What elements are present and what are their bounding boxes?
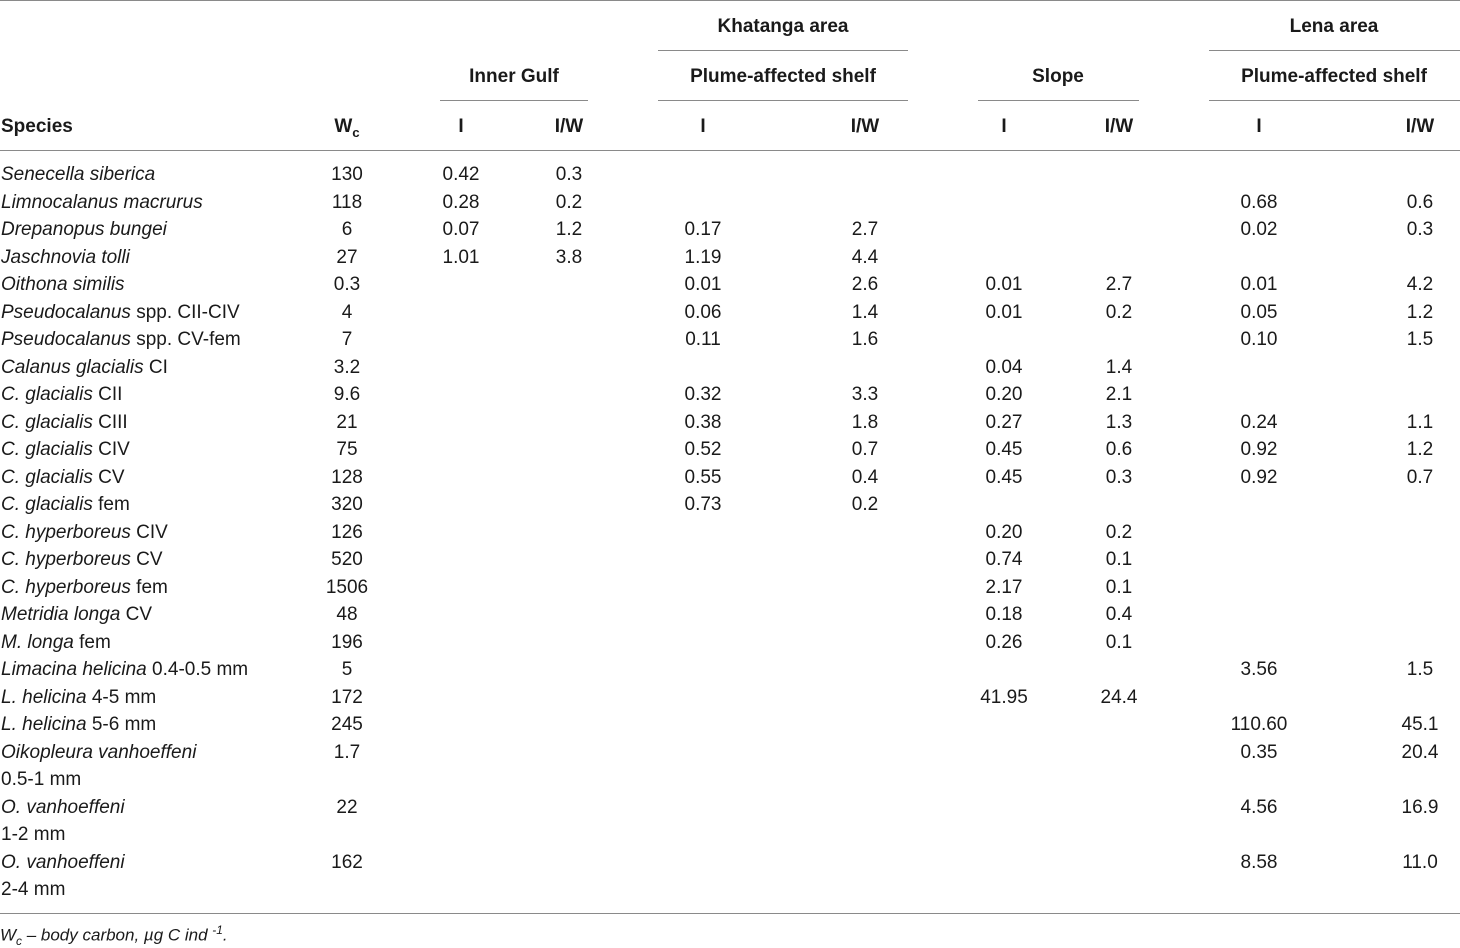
lena-underline: [1209, 50, 1460, 51]
cell-pl-i: 0.35: [1240, 741, 1278, 763]
cell-pl-iw: 1.1: [1406, 411, 1434, 433]
species-cell: Oithona similis: [1, 274, 125, 295]
cell-pk-i: 0.11: [685, 329, 721, 350]
species-cell: C. glacialis fem: [1, 494, 130, 515]
khatanga-underline: [658, 50, 908, 51]
cell-pl-iw: 45.1: [1401, 714, 1439, 735]
plume-khatanga-underline: [658, 100, 908, 101]
species-cell: Pseudocalanus spp. CV-fem: [1, 329, 241, 350]
cell-pl-iw: 4.2: [1406, 274, 1434, 295]
header-wc: $W_c$: [334, 116, 360, 140]
cell-sl-i: 0.45: [985, 466, 1023, 488]
cell-wc: 48: [336, 604, 358, 625]
cell-sl-i: 0.04: [985, 356, 1023, 378]
species-cell: C. hyperboreus fem: [1, 576, 168, 598]
header-slope: Slope: [1032, 66, 1084, 87]
cell-pk-i: 0.73: [684, 494, 722, 515]
cell-pk-i: 0.01: [684, 274, 722, 295]
cell-pk-iw: 2.7: [851, 219, 879, 240]
cell-pl-iw: 0.7: [1406, 466, 1434, 488]
cell-pl-iw: 1.5: [1406, 329, 1434, 350]
cell-pl-iw: 11.0: [1402, 851, 1438, 873]
cell-pl-iw: 0.6: [1406, 191, 1434, 213]
species-cell: O. vanhoeffeni: [1, 851, 125, 873]
cell-ig-iw: 1.2: [555, 219, 583, 240]
cell-ig-iw: 0.3: [555, 164, 583, 185]
table-bottom-rule: [0, 913, 1460, 914]
species-cell: C. glacialis CV: [1, 466, 125, 488]
species-cell: Calanus glacialis CI: [1, 356, 168, 378]
cell-sl-i: 2.17: [985, 576, 1023, 598]
cell-pl-i: 4.56: [1240, 796, 1278, 818]
cell-pl-i: 0.01: [1240, 274, 1278, 295]
cell-pl-i: 0.92: [1240, 466, 1278, 488]
cell-pl-i: 0.24: [1240, 411, 1278, 433]
cell-pl-iw: 0.3: [1406, 219, 1434, 240]
cell-wc: 320: [331, 494, 363, 515]
cell-wc: 6: [341, 219, 353, 240]
species-cell: Senecella siberica: [1, 164, 156, 185]
cell-ig-i: 0.07: [442, 219, 480, 240]
species-cell: C. glacialis CIV: [1, 439, 130, 460]
header-ig-iw: I/W: [554, 116, 584, 137]
cell-wc: 75: [336, 439, 358, 460]
cell-wc: 1506: [325, 576, 369, 598]
cell-pk-i: 0.17: [684, 219, 722, 240]
cell-pl-i: 0.68: [1240, 191, 1278, 213]
cell-pl-iw: 1.2: [1406, 439, 1434, 460]
inner-gulf-underline: [440, 100, 588, 101]
species-cell: L. helicina 5-6 mm: [1, 714, 157, 735]
cell-wc: 7: [341, 329, 353, 350]
cell-sl-iw: 0.1: [1105, 576, 1133, 598]
cell-sl-iw: 1.4: [1105, 356, 1133, 378]
species-cell: Drepanopus bungei: [1, 219, 167, 240]
cell-sl-iw: 0.1: [1105, 549, 1133, 570]
cell-sl-iw: 2.1: [1105, 384, 1133, 405]
cell-ig-i: 1.01: [442, 246, 480, 268]
header-khatanga-area: Khatanga area: [717, 16, 849, 37]
cell-sl-i: 0.74: [985, 549, 1023, 570]
cell-pk-i: 0.55: [684, 466, 722, 488]
header-sl-iw: I/W: [1104, 116, 1134, 137]
cell-pk-iw: 1.6: [851, 329, 879, 350]
species-cell: 0.5-1 mm: [1, 769, 82, 790]
cell-wc: 130: [331, 164, 363, 185]
cell-wc: 5: [341, 659, 353, 680]
cell-wc: 1.7: [333, 741, 361, 763]
species-cell: C. glacialis CII: [1, 384, 123, 405]
cell-sl-i: 41.95: [980, 686, 1028, 708]
table-top-rule: [0, 0, 1460, 1]
cell-ig-iw: 0.2: [555, 191, 583, 213]
header-plume-lena: Plume-affected shelf: [1241, 66, 1427, 87]
cell-pk-iw: 4.4: [851, 246, 879, 268]
cell-ig-i: 0.28: [442, 191, 480, 213]
species-cell: L. helicina 4-5 mm: [1, 686, 157, 708]
cell-sl-iw: 0.2: [1105, 301, 1133, 323]
species-cell: 2-4 mm: [1, 879, 66, 900]
cell-wc: 245: [331, 714, 363, 735]
plume-lena-underline: [1209, 100, 1460, 101]
species-cell: Jaschnovia tolli: [1, 246, 130, 268]
header-sl-i: I: [1001, 116, 1007, 137]
cell-sl-i: 0.45: [985, 439, 1023, 460]
cell-wc: 4: [341, 301, 353, 323]
cell-ig-iw: 3.8: [555, 246, 583, 268]
cell-pl-iw: 1.5: [1406, 659, 1434, 680]
cell-sl-i: 0.26: [985, 631, 1023, 653]
cell-wc: 172: [331, 686, 363, 708]
header-pl-i: I: [1256, 116, 1262, 137]
cell-sl-iw: 0.6: [1105, 439, 1133, 460]
cell-pk-i: 1.19: [684, 246, 722, 268]
cell-pk-i: 0.52: [684, 439, 722, 460]
header-species: Species: [1, 116, 73, 137]
cell-pk-iw: 1.4: [851, 301, 879, 323]
cell-pk-iw: 3.3: [851, 384, 879, 405]
species-cell: C. hyperboreus CV: [1, 549, 163, 570]
cell-wc: 0.3: [333, 274, 361, 295]
cell-wc: 22: [336, 796, 358, 818]
cell-pl-i: 110.60: [1230, 714, 1288, 735]
cell-pk-i: 0.32: [684, 384, 722, 405]
header-pk-iw: I/W: [850, 116, 880, 137]
cell-sl-iw: 0.3: [1105, 466, 1133, 488]
cell-sl-iw: 24.4: [1100, 686, 1138, 708]
cell-wc: 520: [331, 549, 363, 570]
cell-pl-i: 8.58: [1240, 851, 1278, 873]
cell-sl-i: 0.20: [985, 521, 1023, 543]
cell-sl-iw: 0.4: [1105, 604, 1133, 625]
cell-pl-iw: 1.2: [1406, 301, 1434, 323]
cell-pk-iw: 0.2: [851, 494, 879, 515]
cell-sl-i: 0.01: [985, 274, 1023, 295]
header-plume-khatanga: Plume-affected shelf: [690, 66, 876, 87]
cell-pk-i: 0.06: [684, 301, 722, 323]
cell-wc: 162: [331, 851, 363, 873]
cell-ig-i: 0.42: [442, 164, 480, 185]
species-cell: O. vanhoeffeni: [1, 796, 125, 818]
header-inner-gulf: Inner Gulf: [469, 66, 559, 87]
cell-pk-iw: 2.6: [851, 274, 879, 295]
cell-wc: 126: [331, 521, 363, 543]
cell-sl-iw: 2.7: [1105, 274, 1133, 295]
cell-pk-i: 0.38: [684, 411, 722, 433]
cell-sl-i: 0.01: [985, 301, 1023, 323]
cell-wc: 27: [336, 246, 358, 268]
cell-pl-iw: 20.4: [1401, 741, 1439, 763]
header-bottom-rule: [0, 150, 1460, 151]
species-cell: Limacina helicina 0.4-0.5 mm: [1, 659, 249, 680]
species-cell: 1-2 mm: [1, 824, 66, 845]
header-pk-i: I: [700, 116, 706, 137]
cell-sl-i: 0.20: [985, 384, 1023, 405]
header-lena-area: Lena area: [1289, 16, 1379, 37]
cell-pl-i: 0.05: [1240, 301, 1278, 323]
cell-wc: 3.2: [333, 356, 361, 378]
species-cell: C. hyperboreus CIV: [1, 521, 168, 543]
cell-pl-i: 0.10: [1240, 329, 1278, 350]
cell-wc: 128: [331, 466, 363, 488]
cell-sl-iw: 1.3: [1105, 411, 1133, 433]
slope-underline: [978, 100, 1139, 101]
cell-sl-iw: 0.1: [1105, 631, 1133, 653]
cell-pl-i: 0.02: [1240, 219, 1278, 240]
header-ig-i: I: [458, 116, 464, 137]
cell-wc: 196: [331, 631, 363, 653]
cell-sl-i: 0.18: [985, 604, 1023, 625]
cell-pl-i: 3.56: [1240, 659, 1278, 680]
cell-wc: 9.6: [333, 384, 361, 405]
cell-pk-iw: 0.7: [851, 439, 879, 460]
header-pl-iw: I/W: [1405, 116, 1435, 137]
cell-pl-i: 0.92: [1240, 439, 1278, 460]
cell-pl-iw: 16.9: [1401, 796, 1439, 818]
footnote: $W_c$ – body carbon, µg C ind $^{-1}$.: [0, 923, 228, 948]
species-cell: Oikopleura vanhoeffeni: [1, 741, 197, 763]
species-cell: M. longa fem: [1, 631, 111, 653]
species-cell: Pseudocalanus spp. CII-CIV: [1, 301, 240, 323]
cell-sl-iw: 0.2: [1105, 521, 1133, 543]
species-cell: Metridia longa CV: [1, 604, 153, 625]
species-cell: Limnocalanus macrurus: [1, 191, 203, 213]
cell-pk-iw: 1.8: [851, 411, 879, 433]
species-cell: C. glacialis CIII: [1, 411, 128, 433]
cell-pk-iw: 0.4: [851, 466, 879, 488]
cell-wc: 118: [331, 191, 363, 213]
cell-wc: 21: [336, 411, 358, 433]
cell-sl-i: 0.27: [985, 411, 1023, 433]
